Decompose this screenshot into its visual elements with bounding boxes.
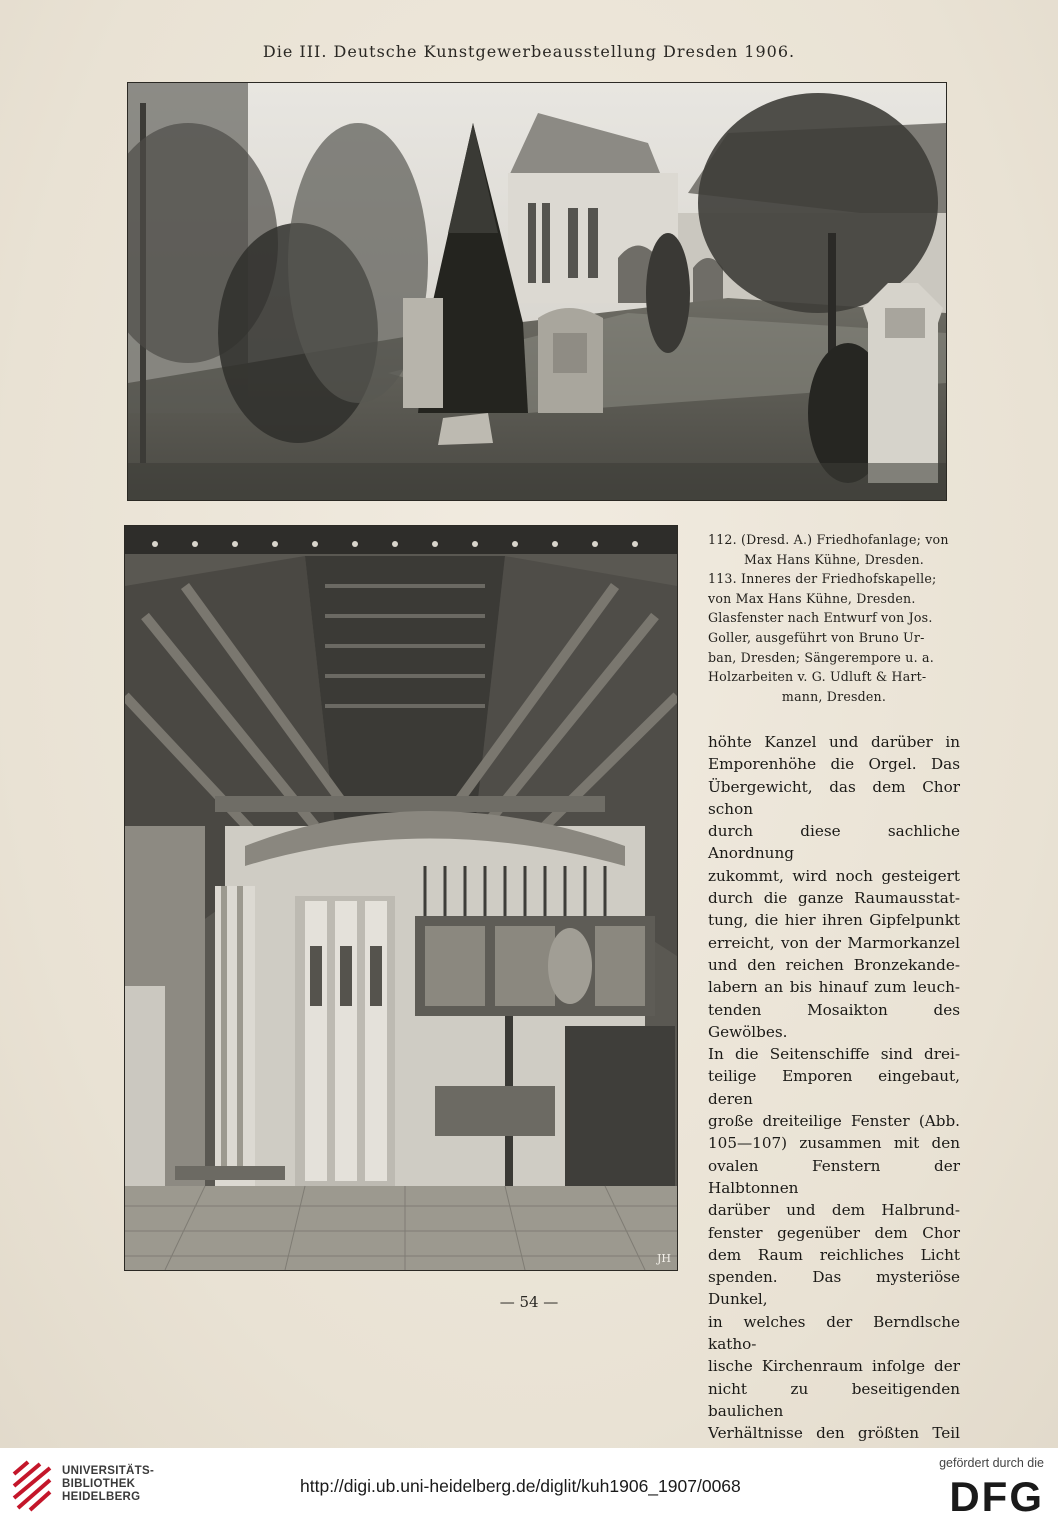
body-line: nicht zu beseitigenden baulichen: [708, 1379, 960, 1420]
body-line: ovalen Fenstern der Halbtonnen: [708, 1156, 960, 1197]
body-line: zukommt, wird noch gesteigert: [708, 866, 960, 885]
body-line: 105—107) zusammen mit den: [708, 1134, 960, 1153]
body-line: Übergewicht, das dem Chor schon: [708, 777, 960, 818]
caption-113-line-1: 113. Inneres der Friedhofskapelle;: [708, 571, 937, 587]
caption-112-line-2: Max Hans Kühne, Dresden.: [744, 551, 924, 567]
body-line: durch die ganze Raumausstat-: [708, 889, 960, 908]
body-line: tung, die hier ihren Gipfelpunkt: [708, 911, 960, 930]
body-line: In die Seitenschiffe sind drei-: [708, 1045, 960, 1064]
caption-112-line-1: 112. (Dresd. A.) Friedhofanlage; von: [708, 532, 949, 547]
library-name[interactable]: [62, 1465, 154, 1504]
body-line: in welches der Berndlsche katho-: [708, 1312, 960, 1354]
funded-by-label: gefördert durch die: [939, 1456, 1044, 1470]
university-library-logo-icon: [10, 1460, 54, 1512]
caption-113-line-4: Goller, ausgeführt von Bruno Ur-: [708, 629, 925, 645]
running-head: Die III. Deutsche Kunstgewerbeausstellung Dresden 1906.: [262, 42, 796, 61]
body-text-column: [708, 731, 960, 1445]
chapel-interior-drawing: [125, 526, 677, 1270]
body-line: dem Raum reichliches Licht: [708, 1245, 960, 1264]
body-line: tenden Mosaikton des Gewölbes.: [708, 1000, 960, 1041]
body-line: labern an bis hinauf zum leuch-: [708, 978, 960, 997]
body-line: spenden. Das mysteriöse Dunkel,: [708, 1268, 960, 1309]
footer-bar: [0, 1448, 1058, 1525]
body-line: darüber und dem Halbrund-: [708, 1201, 960, 1220]
body-line: große dreiteilige Fenster (Abb.: [708, 1112, 960, 1131]
body-line: höhte Kanzel und darüber in: [708, 733, 960, 751]
caption-113-line-2: von Max Hans Kühne, Dresden.: [708, 590, 916, 606]
library-name-line: UNIVERSITÄTS-: [62, 1465, 155, 1477]
library-name-line: HEIDELBERG: [62, 1491, 141, 1503]
body-line: durch diese sachliche Anordnung: [708, 822, 960, 863]
body-line: erreicht, von der Marmorkanzel: [708, 933, 960, 952]
body-line: teilige Emporen eingebaut, deren: [708, 1067, 960, 1108]
caption-113-line-7: mann, Dresden.: [781, 688, 887, 704]
photo-monogram: JH: [657, 1252, 672, 1265]
caption-113-line-3: Glasfenster nach Entwurf von Jos.: [708, 610, 933, 626]
body-line: Emporenhöhe die Orgel. Das: [708, 755, 960, 774]
photo-cemetery-grounds: [127, 82, 947, 501]
photo-chapel-interior: [124, 525, 678, 1271]
page-number: — 54 —: [499, 1293, 559, 1311]
body-line: Verhältnisse den größten Teil: [708, 1424, 960, 1443]
dfg-logo[interactable]: DFG: [949, 1473, 1044, 1520]
body-line: fenster gegenüber dem Chor: [708, 1223, 960, 1242]
caption-113-line-6: Holzarbeiten v. G. Udluft & Hart-: [708, 669, 927, 685]
cemetery-photo-drawing: [128, 83, 946, 500]
library-name-line: BIBLIOTHEK: [62, 1478, 136, 1490]
permalink-url[interactable]: http://digi.ub.uni-heidelberg.de/diglit/kuh1906_1907/0068: [300, 1476, 741, 1496]
body-line: lische Kirchenraum infolge der: [708, 1357, 960, 1376]
caption-113-line-5: ban, Dresden; Sängerempore u. a.: [708, 649, 934, 665]
body-line: und den reichen Bronzekande-: [708, 955, 960, 974]
caption-block: [708, 530, 960, 706]
